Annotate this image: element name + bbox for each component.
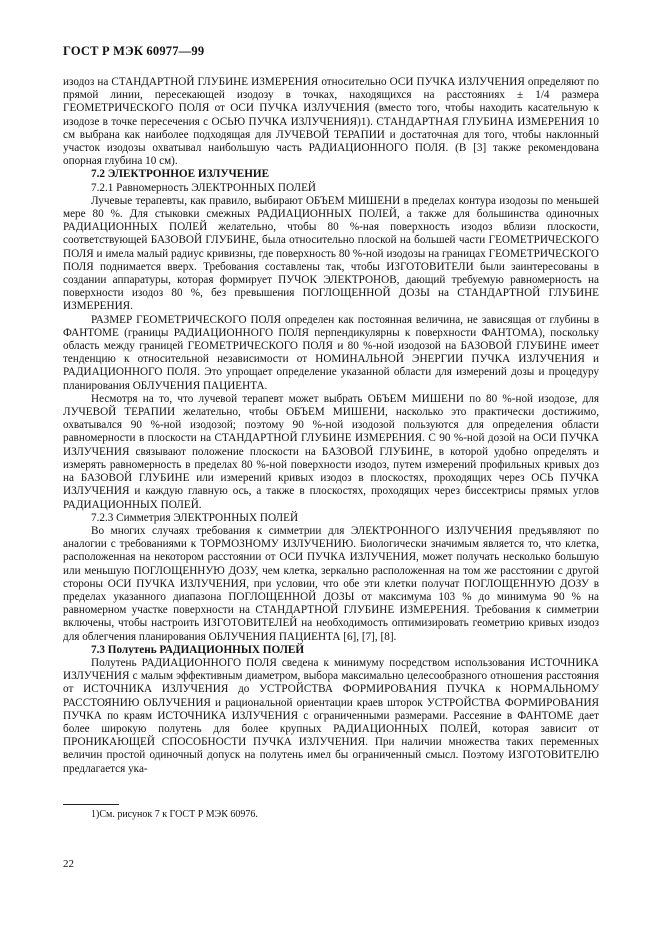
paragraph: РАЗМЕР ГЕОМЕТРИЧЕСКОГО ПОЛЯ определен как постоянная величина, не зависящая от глубины в ФАНТОМЕ (границы РАДИАЦИОННОГО ПОЛЯ перпендикулярны к поверхности ФАНТОМА), поскольку область между границей ГЕОМЕТРИЧЕСКОГО ПОЛЯ и 80 %-ной изодозой на БАЗОВОЙ ГЛУБИНЕ имеет тенденцию к относительной независимости от НОМИНАЛЬНОЙ ЭНЕРГИИ ПУЧКА ИЗЛУЧЕНИЯ и РАДИАЦИОННОГО ПОЛЯ. Это упрощает определение указанной области для измерений дозы и процедуру планирования ОБЛУЧЕНИЯ ПАЦИЕНТА.	[63, 313, 599, 392]
paragraph: Лучевые терапевты, как правило, выбирают ОБЪЕМ МИШЕНИ в пределах контура изодозы по меньшей мере 80 %. Для стыковки смежных РАДИАЦИОННЫХ ПОЛЕЙ, а также для большинства одиночных РАДИАЦИОННЫХ ПОЛЕЙ желательно, чтобы 80 %-ная поверхность изодоз вблизи плоскости, соответствующей БАЗОВОЙ ГЛУБИНЕ, была относительно плоской на большей части ГЕОМЕТРИЧЕСКОГО ПОЛЯ и имела малый радиус кривизны, где поверхность 80 %-ной изодозы на границах ГЕОМЕТРИЧЕСКОГО ПОЛЯ поднимается вверх. Требования составлены так, чтобы ИЗГОТОВИТЕЛИ были заинтересованы в создании аппаратуры, которая формирует ПУЧОК ЭЛЕКТРОНОВ, дающий требуемую равномерность на поверхности изодоз 80 %, без превышения ПОГЛОЩЕННОЙ ДОЗЫ на СТАНДАРТНОЙ ГЛУБИНЕ ИЗМЕРЕНИЯ.	[63, 194, 599, 313]
subsection-heading: 7.2.1 Равномерность ЭЛЕКТРОННЫХ ПОЛЕЙ	[91, 181, 316, 194]
section-heading: 7.3 Полутень РАДИАЦИОННЫХ ПОЛЕЙ	[91, 643, 305, 656]
subsection-heading: 7.2.3 Симметрия ЭЛЕКТРОННЫХ ПОЛЕЙ	[91, 511, 299, 524]
document-header: ГОСТ Р МЭК 60977—99	[63, 44, 205, 58]
paragraph: Во многих случаях требования к симметрии для ЭЛЕКТРОННОГО ИЗЛУЧЕНИЯ предъявляют по аналогии с требованиями к ТОРМОЗНОМУ ИЗЛУЧЕНИЮ. Биологически значимым является то, что клетка, расположенная на некотором расстоянии от ОСИ ПУЧКА ИЗЛУЧЕНИЯ, может получать несколько большую или меньшую ПОГЛОЩЕННУЮ ДОЗУ, чем клетка, зеркально расположенная на том же расстоянии с другой стороны ОСИ ПУЧКА ИЗЛУЧЕНИЯ, при условии, что обе эти клетки получат ПОГЛОЩЕННУЮ ДОЗУ в пределах указанного диапазона ПОГЛОЩЕННОЙ ДОЗЫ от максимума 103 % до минимума 90 % на равномерном участке поверхности на СТАНДАРТНОЙ ГЛУБИНЕ ИЗМЕРЕНИЯ. Требования к симметрии включены, чтобы настроить ИЗГОТОВИТЕЛЕЙ на необходимость оптимизировать геометрию кривых изодоз для облегчения планирования ОБЛУЧЕНИЯ ПАЦИЕНТА [6], [7], [8].	[63, 524, 599, 643]
page-number: 22	[63, 858, 74, 870]
paragraph: изодоз на СТАНДАРТНОЙ ГЛУБИНЕ ИЗМЕРЕНИЯ относительно ОСИ ПУЧКА ИЗЛУЧЕНИЯ определяют по прямой линии, пересекающей изодозу в точках, находящихся на расстояниях ± 1/4 размера ГЕОМЕТРИЧЕСКОГО ПОЛЯ от ОСИ ПУЧКА ИЗЛУЧЕНИЯ (вместо того, чтобы находить касательную к изодозе в точке пересечения с ОСЬЮ ПУЧКА ИЗЛУЧЕНИЯ)1). СТАНДАРТНАЯ ГЛУБИНА ИЗМЕРЕНИЯ 10 см выбрана как наиболее подходящая для ЛУЧЕВОЙ ТЕРАПИИ и достаточная для того, чтобы наклонный участок изодозы охватывал наибольшую часть РАДИАЦИОННОГО ПОЛЯ. (В [3] также рекомендована опорная глубина 10 см).	[63, 76, 599, 168]
footnote-divider	[63, 804, 119, 805]
section-heading: 7.2 ЭЛЕКТРОННОЕ ИЗЛУЧЕНИЕ	[91, 168, 270, 181]
paragraph: Несмотря на то, что лучевой терапевт может выбрать ОБЪЕМ МИШЕНИ по 80 %-ной изодозе, для ЛУЧЕВОЙ ТЕРАПИИ желательно, чтобы ОБЪЕМ МИШЕНИ, насколько это практически достижимо, охватывался 90 %-ной изодозой; поэтому 90 %-ной изодозой пользуются для определения области равномерности в плоскости на СТАНДАРТНОЙ ГЛУБИНЕ ИЗМЕРЕНИЯ. С 90 %-ной дозой на ОСИ ПУЧКА ИЗЛУЧЕНИЯ связывают положение плоскости на БАЗОВОЙ ГЛУБИНЕ, в которой удобно определять и измерять равномерность в пределах 80 %-ной поверхности изодоз, путем измерений профильных кривых доз на БАЗОВОЙ ГЛУБИНЕ или измерений кривых изодоз в плоскостях, проходящих через ОСЬ ПУЧКА ИЗЛУЧЕНИЯ и каждую главную ось, а также в плоскостях, проходящих через биссектрисы прямых углов РАДИАЦИОННЫХ ПОЛЕЙ.	[63, 392, 599, 511]
paragraph: Полутень РАДИАЦИОННОГО ПОЛЯ сведена к минимуму посредством использования ИСТОЧНИКА ИЗЛУЧЕНИЯ с малым эффективным диаметром, выбора максимально целесообразного отношения расстояния от ИСТОЧНИКА ИЗЛУЧЕНИЯ до УСТРОЙСТВА ФОРМИРОВАНИЯ ПУЧКА к НОРМАЛЬНОМУ РАССТОЯНИЮ ОБЛУЧЕНИЯ и рациональной ориентации краев шторок УСТРОЙСТВА ФОРМИРОВАНИЯ ПУЧКА по краям ИСТОЧНИКА ИЗЛУЧЕНИЯ с ограниченными размерами. Рассеяние в ФАНТОМЕ дает более широкую полутень для более крупных РАДИАЦИОННЫХ ПОЛЕЙ, которая зависит от ПРОНИКАЮЩЕЙ СПОСОБНОСТИ ПУЧКА ИЗЛУЧЕНИЯ. При наличии множества таких переменных величин простой одиночный допуск на полутень имел бы ограниченный смысл. Поэтому ИЗГОТОВИТЕЛЮ предлагается ука-	[63, 656, 599, 775]
footnote: 1)См. рисунок 7 к ГОСТ Р МЭК 60976.	[91, 809, 258, 820]
page-body	[63, 76, 599, 776]
